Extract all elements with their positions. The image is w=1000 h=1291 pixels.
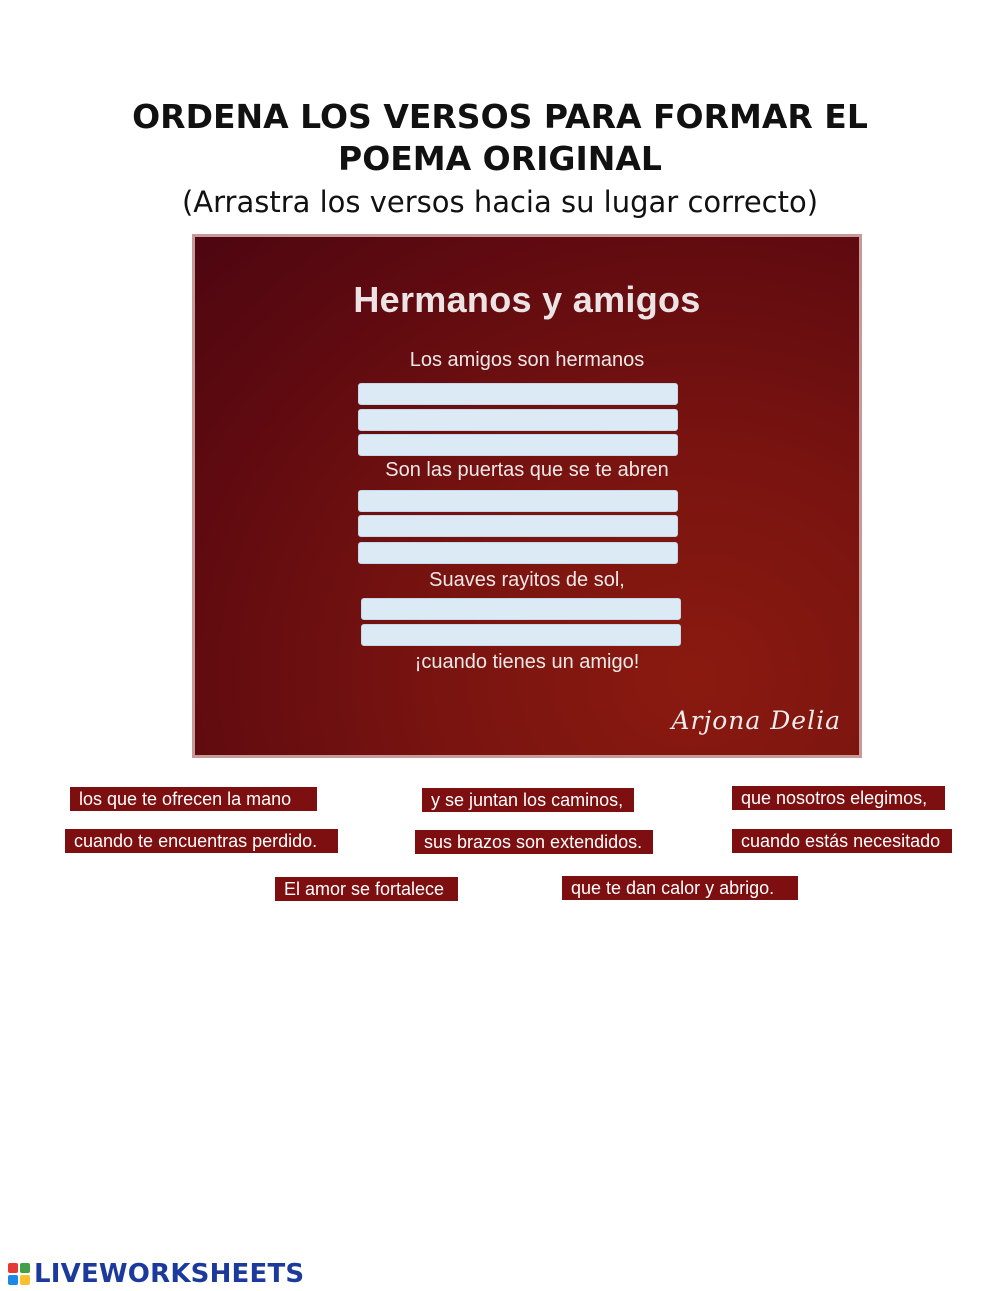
verse-chip[interactable]: que nosotros elegimos, (732, 786, 945, 810)
verse-chip[interactable]: que te dan calor y abrigo. (562, 876, 798, 900)
verse-chip[interactable]: El amor se fortalece (275, 877, 458, 901)
verse-chip[interactable]: sus brazos son extendidos. (415, 830, 653, 854)
verse-2: Son las puertas que se te abren (385, 459, 669, 481)
drop-slot[interactable] (361, 624, 681, 646)
verse-4: ¡cuando tienes un amigo! (414, 651, 640, 673)
title-line-1: ORDENA LOS VERSOS PARA FORMAR EL (132, 97, 868, 136)
verse-chip[interactable]: los que te ofrecen la mano (70, 787, 317, 811)
verse-chip[interactable]: cuando te encuentras perdido. (65, 829, 338, 853)
liveworksheets-brand[interactable] (8, 1258, 304, 1290)
drop-slot[interactable] (358, 490, 678, 512)
verse-3: Suaves rayitos de sol, (429, 569, 625, 591)
poem-title: Hermanos y amigos (353, 279, 701, 320)
poem-card (192, 234, 862, 758)
verse-chip[interactable]: cuando estás necesitado (732, 829, 952, 853)
title-line-2: POEMA ORIGINAL (338, 139, 662, 178)
brand-name: LIVEWORKSHEETS (34, 1259, 305, 1289)
drop-slot[interactable] (358, 542, 678, 564)
drop-slot[interactable] (358, 515, 678, 537)
verse-chip[interactable]: y se juntan los caminos, (422, 788, 634, 812)
drop-slot[interactable] (358, 434, 678, 456)
drop-slot[interactable] (361, 598, 681, 620)
liveworksheets-logo-icon (8, 1263, 30, 1285)
drop-slot[interactable] (358, 409, 678, 431)
instructions: (Arrastra los versos hacia su lugar correcto) (181, 185, 819, 219)
drop-slot[interactable] (358, 383, 678, 405)
verse-1: Los amigos son hermanos (409, 349, 645, 371)
signature: Arjona Delia (671, 706, 841, 735)
